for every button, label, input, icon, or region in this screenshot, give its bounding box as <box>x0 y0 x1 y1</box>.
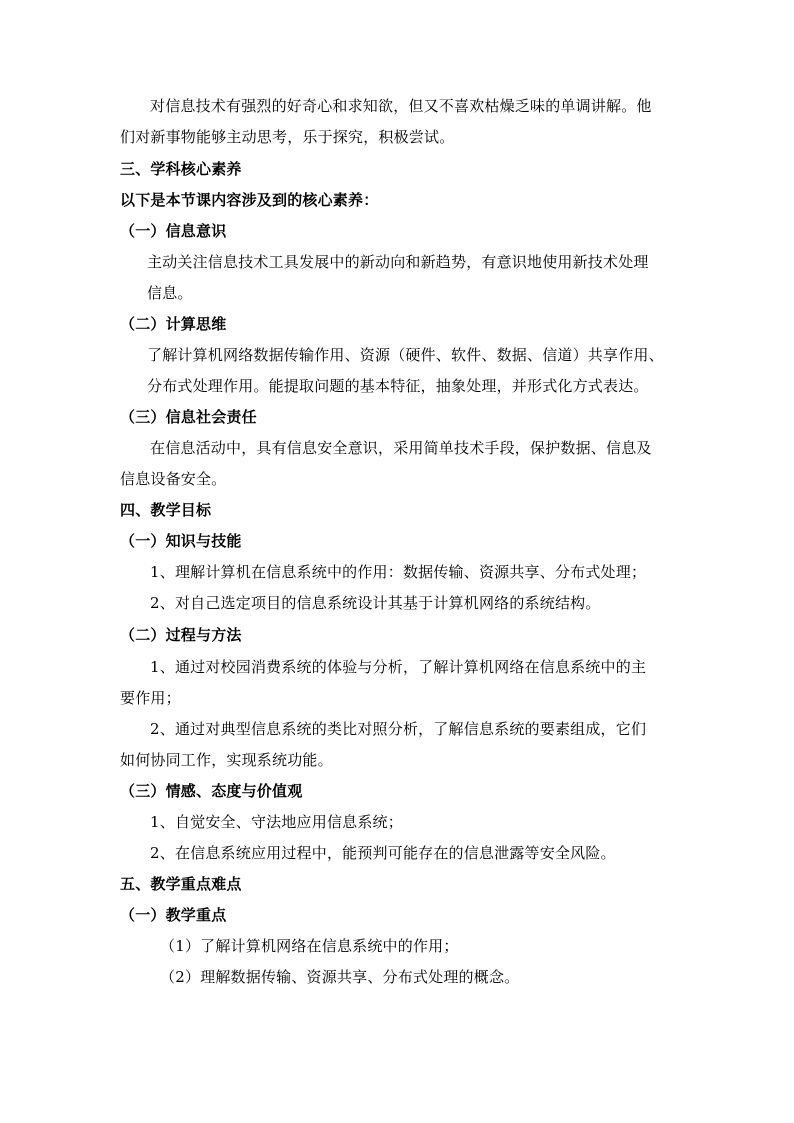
subheading-computational-thinking: （二）计算思维 <box>120 315 227 333</box>
paragraph-line-7: 信息。 <box>147 284 193 302</box>
section-heading-3: 三、学科核心素养 <box>120 160 242 178</box>
section-heading-5: 五、教学重点难点 <box>120 875 242 893</box>
paragraph-line-2: 们对新事物能够主动思考，乐于探究，积极尝试。 <box>120 128 455 146</box>
section-heading-4: 四、教学目标 <box>120 501 212 519</box>
list-item-2: （2）理解数据传输、资源共享、分布式处理的概念。 <box>160 968 520 986</box>
subheading-process-method: （二）过程与方法 <box>120 626 242 644</box>
paragraph-line-22: 如何协同工作，实现系统功能。 <box>120 751 333 769</box>
paragraph-line-25: 2、在信息系统应用过程中，能预判可能存在的信息泄露等安全风险。 <box>150 844 616 862</box>
subheading-teaching-key-points: （一）教学重点 <box>120 906 227 924</box>
paragraph-line-1: 对信息技术有强烈的好奇心和求知欲，但又不喜欢枯燥乏味的单调讲解。他 <box>150 97 652 115</box>
paragraph-line-19: 1、通过对校园消费系统的体验与分析，了解计算机网络在信息系统中的主 <box>150 658 647 676</box>
paragraph-line-17: 2、对自己选定项目的信息系统设计其基于计算机网络的系统结构。 <box>150 594 601 612</box>
paragraph-line-13: 信息设备安全。 <box>120 470 227 488</box>
section-intro: 以下是本节课内容涉及到的核心素养： <box>120 191 379 209</box>
paragraph-line-24: 1、自觉安全、守法地应用信息系统； <box>150 813 403 831</box>
subheading-knowledge-skills: （一）知识与技能 <box>120 532 242 550</box>
paragraph-line-12: 在信息活动中，具有信息安全意识，采用简单技术手段，保护数据、信息及 <box>150 439 652 457</box>
paragraph-line-6: 主动关注信息技术工具发展中的新动向和新趋势，有意识地使用新技术处理 <box>147 253 649 271</box>
paragraph-line-9: 了解计算机网络数据传输作用、资源（硬件、软件、数据、信道）共享作用、 <box>147 346 664 364</box>
paragraph-line-21: 2、通过对典型信息系统的类比对照分析，了解信息系统的要素组成，它们 <box>150 720 647 738</box>
paragraph-line-20: 要作用； <box>120 689 181 707</box>
subheading-emotion-values: （三）情感、态度与价值观 <box>120 782 303 800</box>
paragraph-line-10: 分布式处理作用。能提取问题的基本特征，抽象处理，并形式化方式表达。 <box>147 377 649 395</box>
subheading-information-awareness: （一）信息意识 <box>120 222 227 240</box>
list-item-1: （1）了解计算机网络在信息系统中的作用； <box>160 937 459 955</box>
subheading-social-responsibility: （三）信息社会责任 <box>120 408 257 426</box>
paragraph-line-16: 1、理解计算机在信息系统中的作用：数据传输、资源共享、分布式处理； <box>150 563 647 581</box>
